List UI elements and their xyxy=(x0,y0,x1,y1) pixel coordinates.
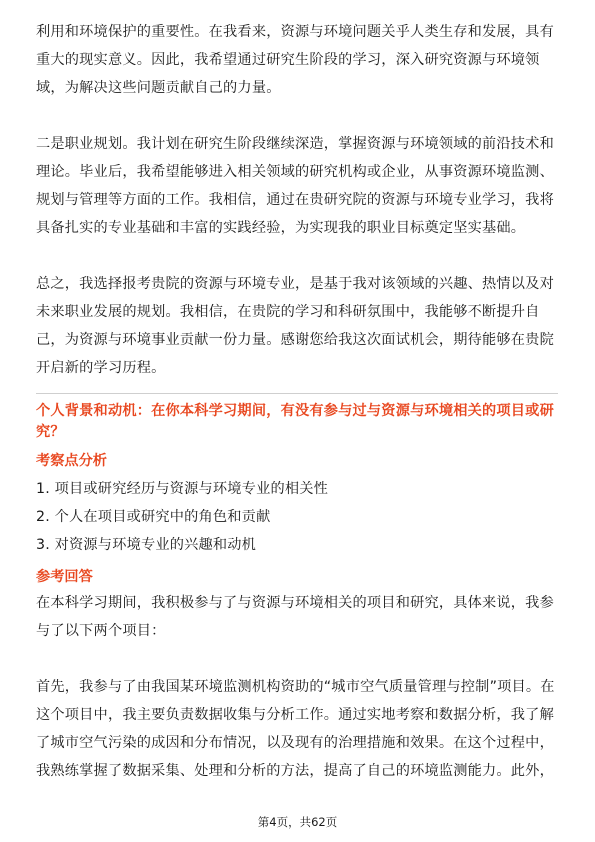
list-item: 3. 对资源与环境专业的兴趣和动机 xyxy=(36,537,257,553)
interview-question: 个人背景和动机：在你本科学习期间，有没有参与过与资源与环境相关的项目或研究？ xyxy=(36,403,554,440)
list-item: 2. 个人在项目或研究中的角色和贡献 xyxy=(36,509,271,525)
paragraph-career-plan: 二是职业规划。我计划在研究生阶段继续深造，掌握资源与环境领域的前沿技术和理论。毕业后，我希望能够进入相关领域的研究机构或企业，从事资源环境监测、规划与管理等方面的工作。我相信，通过在贵研究院的资源与环境专业学习，我将具备扎实的专业基础和丰富的实践经验，为实现我的职业目标奠定坚实基础。 xyxy=(36,136,554,236)
answer-body: 首先，我参与了由我国某环境监测机构资助的“城市空气质量管理与控制”项目。在这个项目中，我主要负责数据收集与分析工作。通过实地考察和数据分析，我了解了城市空气污染的成因和分布情况，以及现有的治理措施和效果。在这个过程中，我熟练掌握了数据采集、处理和分析的方法，提高了自己的环境监测能力。此外， xyxy=(36,679,555,779)
paragraph-conclusion: 总之，我选择报考贵院的资源与环境专业，是基于我对该领域的兴趣、热情以及对未来职业发展的规划。我相信，在贵院的学习和科研氛围中，我能够不断提升自己，为资源与环境事业贡献一份力量。感谢您给我这次面试机会，期待能够在贵院开启新的学习历程。 xyxy=(36,276,554,376)
page-number: 第4页，共62页 xyxy=(257,815,338,829)
analysis-heading: 考察点分析 xyxy=(36,453,107,469)
answer-intro: 在本科学习期间，我积极参与了与资源与环境相关的项目和研究，具体来说，我参与了以下两个项目： xyxy=(36,595,554,639)
answer-heading: 参考回答 xyxy=(36,569,93,585)
document-page xyxy=(36,18,558,785)
list-item: 1. 项目或研究经历与资源与环境专业的相关性 xyxy=(36,481,329,497)
section-divider xyxy=(36,393,558,394)
analysis-list xyxy=(36,475,558,559)
paragraph-importance: 利用和环境保护的重要性。在我看来，资源与环境问题关乎人类生存和发展，具有重大的现实意义。因此，我希望通过研究生阶段的学习，深入研究资源与环境领域，为解决这些问题贡献自己的力量。 xyxy=(36,24,554,96)
